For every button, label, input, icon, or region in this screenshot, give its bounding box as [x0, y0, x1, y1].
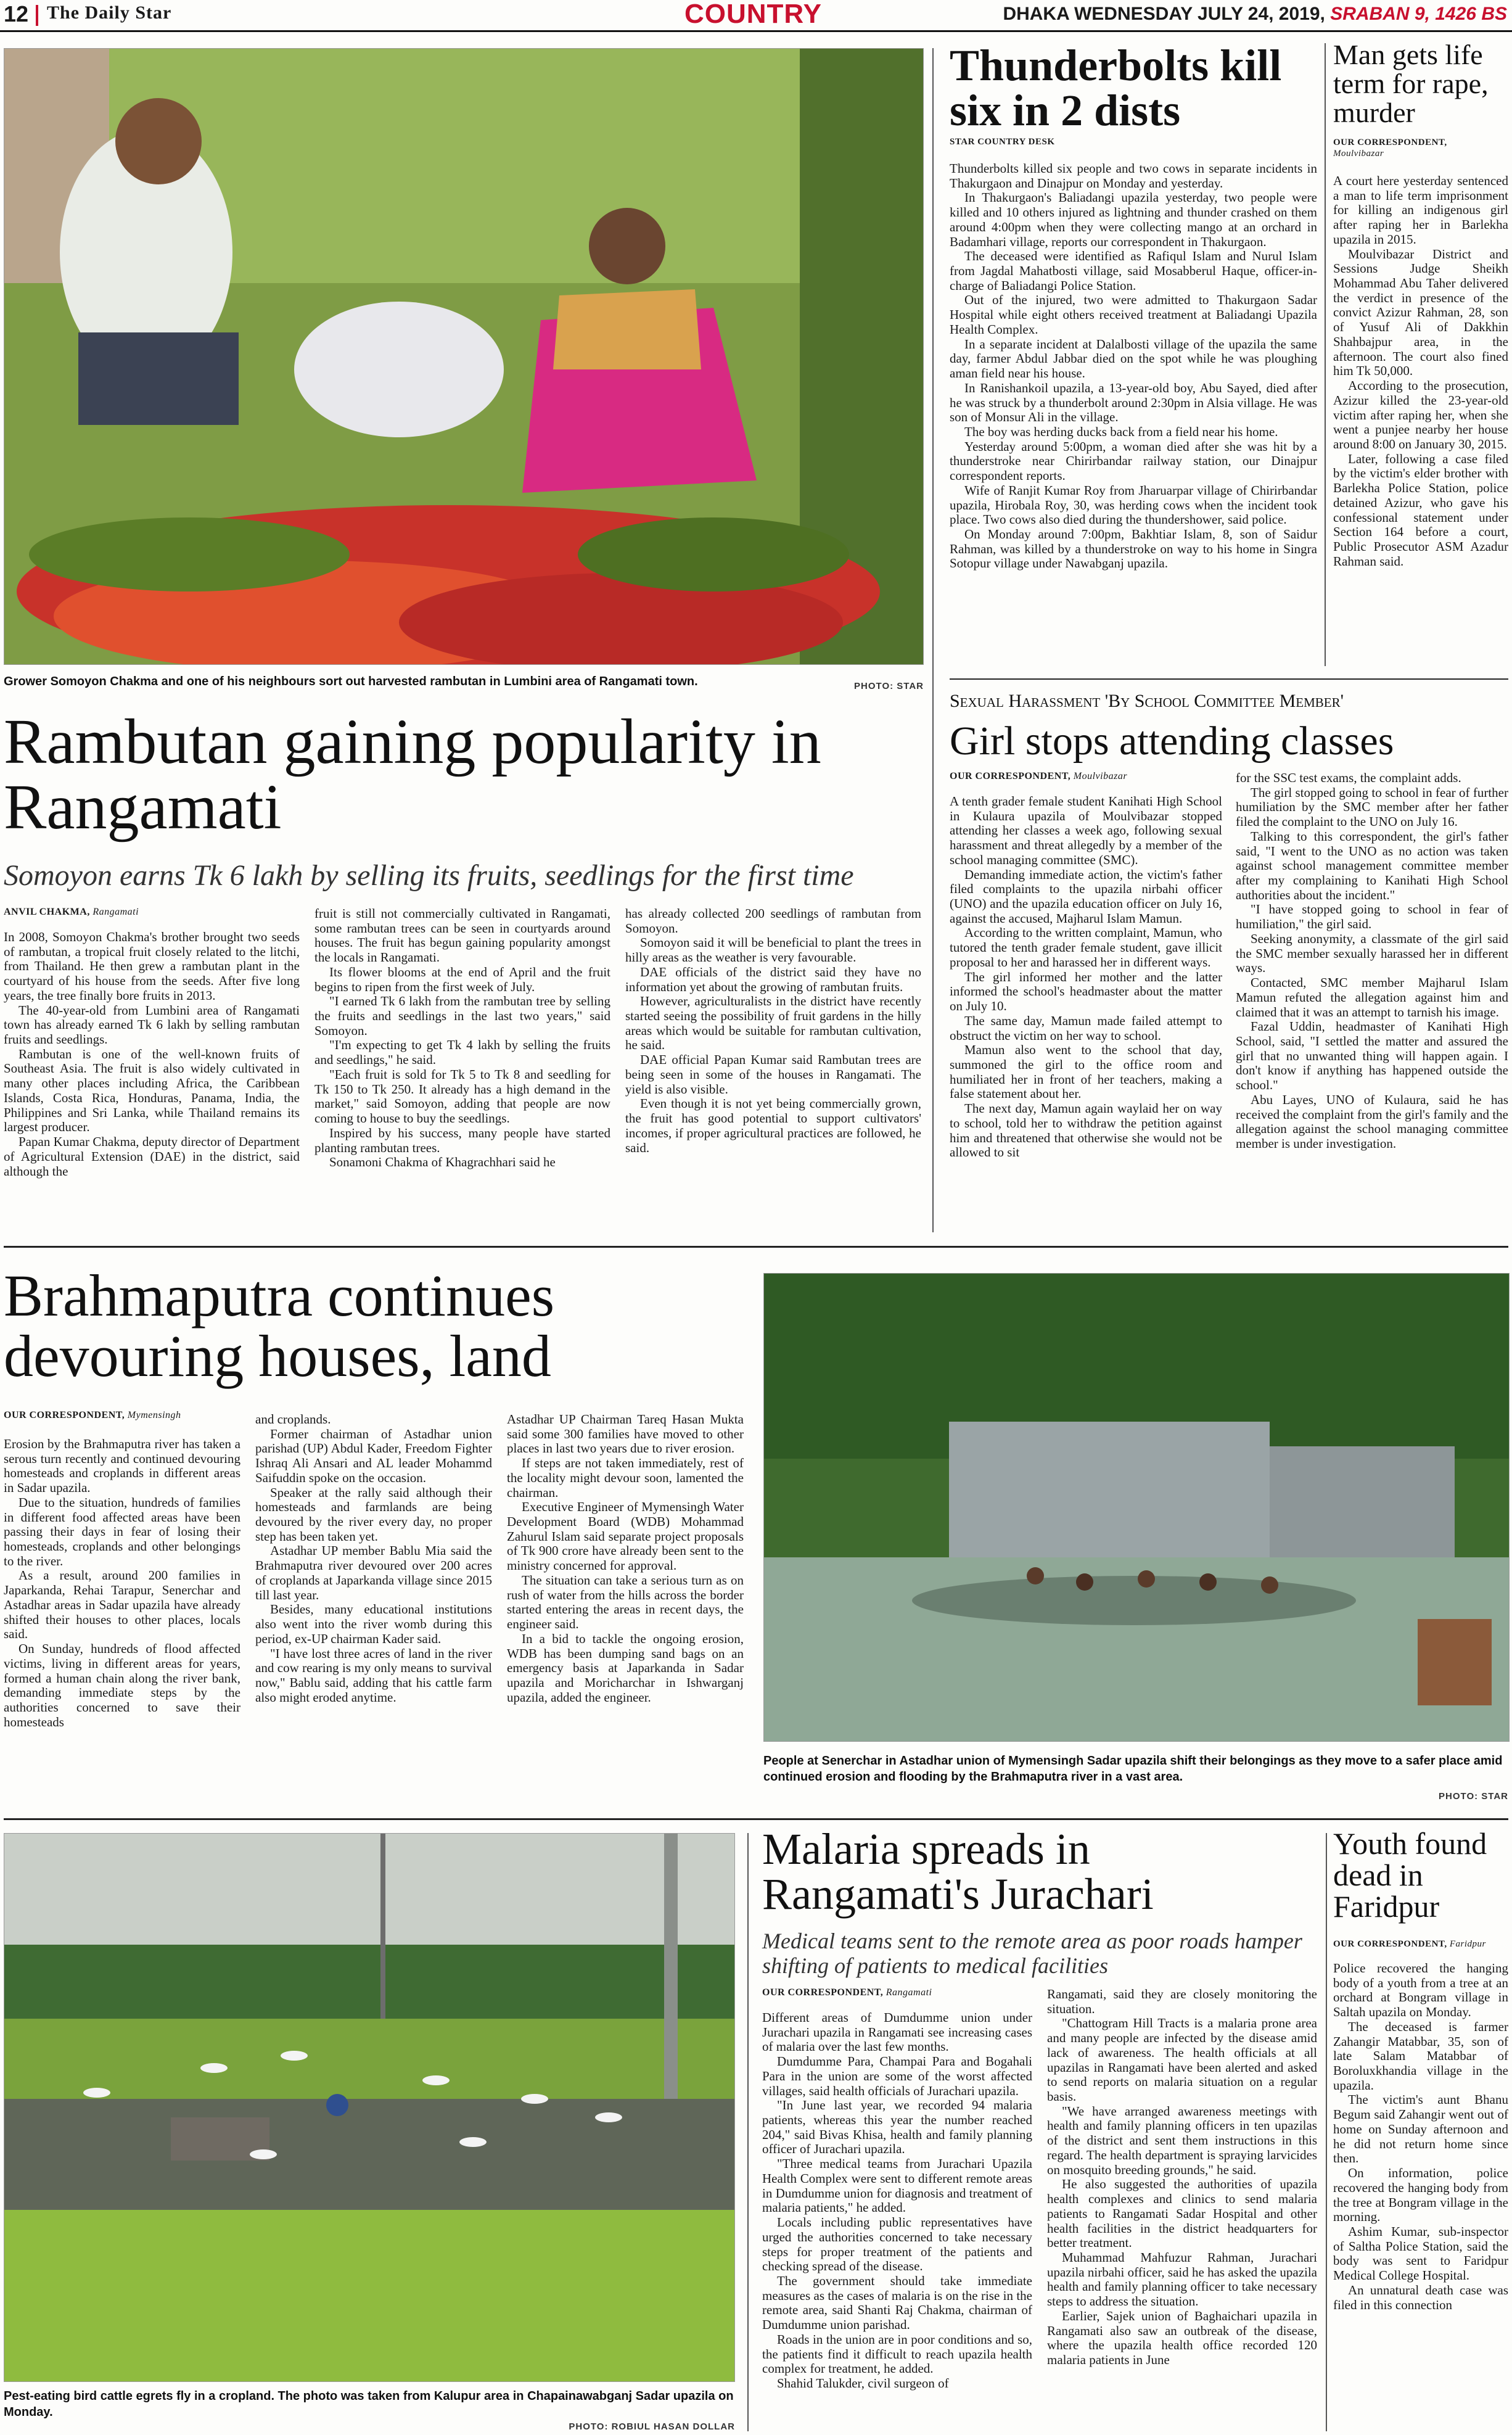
egrets-photo-caption: Pest-eating bird cattle egrets fly in a cropland. The photo was taken from Kalupur area in Chapainawabganj Sadar upazila on Monday. [4, 2389, 734, 2419]
column-divider [747, 1833, 749, 2431]
column-divider [932, 48, 934, 1232]
paragraph: "I have lost three acres of land in the river and cow rearing is my only means to survival now," Bablu said, adding that his cattle farm also might eroded anytime. [255, 1646, 492, 1705]
paragraph: The deceased were identified as Rafiqul Islam and Nurul Islam from Jagdal Mahatbosti village, said Mosabberul Haque, officer-in-charge of Baliadangi Police Station. [950, 249, 1317, 293]
paragraph: According to the written complaint, Mamun, who tutored the tenth grader female student, gave illicit proposal to her and harassed her in different ways. [950, 925, 1222, 970]
paragraph: "I'm expecting to get Tk 4 lakh by selling the fruits and seedlings," he said. [314, 1037, 610, 1068]
section-rule [4, 1246, 1508, 1248]
egrets-photo-credit: PHOTO: ROBIUL HASAN DOLLAR [569, 2421, 735, 2432]
column-divider [1326, 1833, 1327, 2431]
paragraph: In 2008, Somoyon Chakma's brother brought two seeds of rambutan, a tropical fruit closely related to the litchi, from Thailand. He then grew a rambutan plant in the courtyard of his house from the seeds. After five long years, the tree finally bore fruits in 2013. [4, 929, 300, 1003]
paragraph: According to the prosecution, Azizur killed the 23-year-old victim after raping her, when she went a punjee nearby her house around 8:00 on January 30, 2015. [1333, 378, 1508, 451]
paragraph: A court here yesterday sentenced a man to life term imprisonment for killing an indigenous girl after raping her in Barlekha upazila in 2015. [1333, 173, 1508, 247]
rambutan-col-2 [314, 907, 610, 1170]
paragraph: The boy was herding ducks back from a field near his home. [964, 424, 1278, 439]
paragraph: He also suggested the authorities of upazila health complexes and clinics to send malaria patients to Rangamati Sadar Hospital and other health facilities in the district headquarters for better treatment. [1047, 2177, 1317, 2251]
lifeterm-body [1333, 174, 1508, 569]
brahmaputra-byline-location: Mymensingh [127, 1410, 181, 1420]
paragraph: Locals including public representatives have urged the authorities concerned to take necessary steps for proper treatment of the patients and checking spread of the disease. [762, 2215, 1032, 2274]
paragraph: In a bid to tackle the ongoing erosion, WDB has been dumping sand bags on an emergency basis at Japarkanda in Sadar upazila and Moricharchar in Ishwarganj upazila, added the engineer. [507, 1631, 744, 1705]
girl-headline: Girl stops attending classes [950, 719, 1394, 764]
section-title: COUNTRY [684, 0, 822, 29]
paragraph: The 40-year-old from Lumbini area of Rangamati town has already earned Tk 6 lakh by selling rambutan fruits and seedlings. [4, 1002, 300, 1047]
brahmaputra-byline [4, 1410, 181, 1421]
paragraph: In Thakurgaon's Baliadangi upazila yesterday, two people were killed and 10 others injured as lightning and thunder crashed on them around 4:00pm when they were collecting mango at an orchard in Badamhari village, reports our correspondent in Thakurgaon. [950, 190, 1317, 249]
malaria-col-2 [1047, 1987, 1317, 2368]
girl-col-2 [1236, 771, 1508, 1152]
paragraph: Talking to this correspondent, the girl's father said, "I went to the UNO as no action was taken against school management committee member after my complaining to Kanihati High School authorities about the incident." [1236, 828, 1508, 902]
paragraph: The government should take immediate measures as the cases of malaria is on the rise in the remote area, said Shanti Raj Chakma, chairman of Dumdumme union parishad. [762, 2273, 1032, 2333]
paragraph: Abu Layes, UNO of Kulaura, said he has received the complaint from the girl's family and the allegation against the school managing committee member is under investigation. [1236, 1092, 1508, 1151]
masthead [0, 0, 1512, 32]
flood-photo [763, 1273, 1510, 1742]
paragraph: Erosion by the Brahmaputra river has taken a serous turn recently and continued devouring homesteads and croplands in different areas in Sadar upazila. [4, 1436, 240, 1496]
girl-byline [950, 771, 1127, 782]
paragraph: Papan Kumar Chakma, deputy director of Department of Agricultural Extension (DAE) in the district, said although the [4, 1134, 300, 1179]
paragraph: The situation can take a serious turn as on rush of water from the hills across the border started entering the areas in recent days, the engineer said. [507, 1572, 744, 1632]
paragraph: "I earned Tk 6 lakh from the rambutan tree by selling the fruits and seedlings in the last two years," said Somoyon. [314, 994, 610, 1038]
paragraph: "Chattogram Hill Tracts is a malaria prone area and many people are infected by the disease amid lack of awareness. The health officials at all upazilas in Rangamati have been alerted and asked to send reports on malaria situation on a regular basis. [1047, 2016, 1317, 2104]
rambutan-photo [4, 48, 924, 665]
paragraph: Inspired by his success, many people have started planting rambutan trees. [314, 1125, 610, 1155]
page-number-divider [36, 5, 38, 26]
paragraph: On Monday around 7:00pm, Bakhtiar Islam, 8, son of Saidur Rahman, was killed by a thunderstroke on way to his home in Singra Sotopur village under Nawabganj upazila. [950, 526, 1317, 571]
malaria-deck: Medical teams sent to the remote area as poor roads hamper shifting of patients to medical facilities [762, 1929, 1302, 1978]
youth-body [1333, 1961, 1508, 2312]
paragraph: has already collected 200 seedlings of rambutan from Somoyon. [625, 906, 921, 936]
paragraph: The girl stopped going to school in fear of further humiliation by the SMC member after her father filed the complaint to the UNO on July 16. [1236, 785, 1508, 830]
paragraph: As a result, around 200 families in Japarkanda, Rehai Tarapur, Senerchar and Astadhar areas in Sadar upazila have already shifted their houses to other places, locals said. [4, 1568, 240, 1642]
brahmaputra-col-3 [507, 1412, 744, 1705]
newspaper-logo: The Daily Star [47, 2, 172, 23]
paragraph: Yesterday around 5:00pm, a woman died after she was hit by a thunderstroke near Chirirbandar railway station, our Dinajpur correspondent reports. [950, 439, 1317, 484]
paragraph: Dumdumme Para, Champai Para and Bogahali Para in the union are some of the worst affected villages, said health officials of Jurachari upazila. [762, 2054, 1032, 2098]
paragraph: In Ranishankoil upazila, a 13-year-old boy, Abu Sayed, died after he was struck by a thunderbolt around 2:30pm in Alsia village. He was son of Monsur Ali in the village. [950, 380, 1317, 425]
youth-headline: Youth found dead in Faridpur [1333, 1826, 1487, 1924]
paragraph: "Each fruit is sold for Tk 5 to Tk 8 and seedling for Tk 150 to Tk 250. It already has a high demand in the market," said Somoyon, adding that people are now coming to house to buy the seedlings. [314, 1066, 610, 1126]
paragraph: and croplands. [255, 1412, 331, 1427]
malaria-col-1 [762, 2011, 1032, 2391]
lifeterm-headline: Man gets life term for rape, murder [1333, 39, 1489, 128]
paragraph: Executive Engineer of Mymensingh Water Development Board (WDB) Mohammad Zahurul Islam said separate project proposals of Tk 900 crore have already been sent to the ministry concerned for approval. [507, 1499, 744, 1573]
paragraph: "I have stopped going to school in fear of humiliation," the girl said. [1236, 902, 1508, 932]
paragraph: Mamun also went to the school that day, summoned the girl to the office room and humiliated her in front of her teachers, making a false statement about her. [950, 1042, 1222, 1102]
rambutan-byline-location: Rangamati [92, 907, 139, 917]
paragraph: Out of the injured, two were admitted to Thakurgaon Sadar Hospital while eight others received treatment at Baliadangi Upazila Health Complex. [950, 292, 1317, 337]
brahmaputra-col-2 [255, 1412, 492, 1705]
rambutan-headline: Rambutan gaining popularity in Rangamati [4, 706, 821, 843]
paragraph: Police recovered the hanging body of a youth from a tree at an orchard at Bongram village in Saltah upazila on Monday. [1333, 1961, 1508, 2020]
paragraph: Shahid Talukder, civil surgeon of [777, 2375, 949, 2391]
paragraph: If steps are not taken immediately, rest of the locality might devour soon, lamented the chairman. [507, 1456, 744, 1500]
paragraph: Contacted, SMC member Majharul Islam Mamun refuted the allegation against him and claimed that it was an attempt to tarnish his image. [1236, 975, 1508, 1020]
malaria-headline: Malaria spreads in Rangamati's Jurachari [762, 1824, 1154, 1919]
section-rule [4, 1818, 1508, 1820]
paragraph: On Sunday, hundreds of flood affected victims, living in different areas for years, formed a human chain along the river bank, demanding immediate steps by the authorities concerned to save their homesteads [4, 1641, 240, 1729]
brahmaputra-col-1 [4, 1437, 240, 1729]
flood-photo-credit: PHOTO: STAR [1439, 1791, 1508, 1802]
paragraph: Wife of Ranjit Kumar Roy from Jharuarpar village of Chirirbandar upazila, Hirobala Roy, 30, was herding cows when the incident took place. Two cows also died during the thundershower, said police. [950, 482, 1317, 527]
paragraph: Muhammad Mahfuzur Rahman, Jurachari upazila nirbahi officer, said he has asked the upazila health and family planning officer to take necessary steps to address the situation. [1047, 2249, 1317, 2309]
lifeterm-byline-name: OUR CORRESPONDENT, [1333, 138, 1447, 147]
flood-photo-illustration [764, 1274, 1510, 1742]
malaria-byline [762, 1987, 932, 1998]
lifeterm-byline-location: Moulvibazar [1333, 149, 1384, 159]
paragraph: Rangamati, said they are closely monitoring the situation. [1047, 1987, 1317, 2016]
paragraph: Speaker at the rally said although their homesteads and farmlands are being devoured by the river every day, no proper step has been taken yet. [255, 1485, 492, 1544]
paragraph: Astadhar UP Chairman Tareq Hasan Mukta said some 300 families have moved to other places in last two years due to river erosion. [507, 1412, 744, 1456]
paragraph: Besides, many educational institutions also went into the river womb during this period, ex-UP chairman Kader said. [255, 1602, 492, 1646]
paragraph: fruit is still not commercially cultivated in Rangamati, some rambutan trees can be seen in courtyards around houses. The fruit has begun gaining popularity amongst the locals in Rangamati. [314, 906, 610, 965]
girl-byline-location: Moulvibazar [1073, 771, 1128, 781]
rambutan-col-1 [4, 930, 300, 1179]
paragraph: Roads in the union are in poor conditions and so, the patients find it difficult to reach upazila health complex for treatment, he added. [762, 2331, 1032, 2376]
paragraph: Ashim Kumar, sub-inspector of Saltha Police Station, said the body was sent to Faridpur Medical College Hospital. [1333, 2223, 1508, 2283]
paragraph: Sonamoni Chakma of Khagrachhari said he [329, 1155, 556, 1170]
paragraph: Later, following a case filed by the victim's elder brother with Barlekha Police Station, police detained Azizur, who gave his confessional statement under Section 164 before a court, Public Prosecutor ASM Azadur Rahman said. [1333, 451, 1508, 569]
paragraph: "In June last year, we recorded 94 malaria patients, whereas this year the number reached 204," said Bivas Khisa, health and family planning officer of Jurachari upazila. [762, 2098, 1032, 2157]
paragraph: Different areas of Dumdumme union under Jurachari upazila in Rangamati see increasing cases of malaria over the last few months. [762, 2010, 1032, 2054]
paragraph: The next day, Mamun again waylaid her on way to school, told her to withdraw the petition against him and threatened that otherwise she would not be allowed to sit [950, 1101, 1222, 1160]
paragraph: Due to the situation, hundreds of families in different food affected areas have been passing their days in fear of losing their homesteads, croplands and other belongings to the river. [4, 1494, 240, 1568]
paragraph: The victim's aunt Bhanu Begum said Zahangir went out of home on Sunday afternoon and he did not return home since then. [1333, 2092, 1508, 2166]
paragraph: Fazal Uddin, headmaster of Kanihati High School, said, "I settled the matter and assured the girl that no unwanted thing will happen again. I don't know if anything has happened outside the school." [1236, 1019, 1508, 1093]
paragraph: A tenth grader female student Kanihati High School in Kulaura upazila of Moulvibazar stopped attending her classes a week ago, following sexual harassment and threat allegedly by a member of the school managing committee (SMC). [950, 794, 1222, 867]
rambutan-photo-illustration [4, 49, 924, 665]
paragraph: Even though it is not yet being commercially grown, the fruit has good potential to support cultivators' incomes, if proper agricultural practices are followed, he said. [625, 1096, 921, 1155]
paragraph: The deceased is farmer Zahangir Matabbar, 35, son of late Salam Matabbar of Boroluxkhandia village in the upazila. [1333, 2019, 1508, 2093]
paragraph: Thunderbolts killed six people and two cows in separate incidents in Thakurgaon and Dinajpur on Monday and yesterday. [950, 161, 1317, 191]
youth-byline [1333, 1939, 1486, 1950]
egrets-photo [4, 1833, 735, 2382]
rambutan-byline-name: ANVIL CHAKMA, [4, 907, 90, 917]
youth-byline-name: OUR CORRESPONDENT, [1333, 1939, 1447, 1949]
girl-byline-name: OUR CORRESPONDENT, [950, 771, 1071, 781]
rambutan-photo-caption: Grower Somoyon Chakma and one of his neighbours sort out harvested rambutan in Lumbini area of Rangamati town. [4, 675, 698, 688]
paragraph: Earlier, Sajek union of Baghaichari upazila in Rangamati also saw an outbreak of the disease, where the upazila health office recorded 120 malaria patients in June [1047, 2308, 1317, 2367]
paragraph: Astadhar UP member Bablu Mia said the Brahmaputra river devoured over 200 acres of croplands at Japarkanda village since 2015 till last year. [255, 1543, 492, 1602]
malaria-byline-name: OUR CORRESPONDENT, [762, 1987, 884, 1998]
paragraph: DAE official Papan Kumar said Rambutan trees are being seen in some of the houses in Rangamati. The yield is also visible. [625, 1052, 921, 1097]
paragraph: DAE officials of the district said they have no information yet about the growing of rambutan fruits. [625, 964, 921, 994]
paragraph: The same day, Mamun made failed attempt to obstruct the victim on her way to school. [950, 1013, 1222, 1043]
paragraph: Its flower blooms at the end of April and the fruit begins to ripen from the first week of July. [314, 964, 610, 994]
rambutan-photo-credit: PHOTO: STAR [854, 681, 924, 691]
rambutan-byline [4, 907, 139, 918]
paragraph: for the SSC test exams, the complaint adds. [1236, 770, 1461, 785]
column-divider [1325, 43, 1326, 666]
section-rule [950, 678, 1508, 680]
paragraph: The girl informed her mother and the latter informed the school's headmaster about the matter on July 10. [950, 969, 1222, 1014]
paragraph: Moulvibazar District and Sessions Judge Sheikh Mohammad Abu Taher delivered the verdict in presence of the convict Azizur Rahman, 28, son of Yusuf Ali of Dakkhin Shahbajpur area, in the afternoon. The court also fined him Tk 50,000. [1333, 246, 1508, 379]
flood-photo-caption: People at Senerchar in Astadhar union of Mymensingh Sadar upazila shift their belongings as they move to a safer place amid continued erosion and flooding by the Brahmaputra river in a vast area. [763, 1754, 1503, 1784]
paragraph: In a separate incident at Dalalbosti village of the upazila the same day, farmer Abdul Jabbar died on the spot while he was ploughing aman field near his house. [950, 336, 1317, 381]
paragraph: "We have arranged awareness meetings with health and family planning officers in ten upazilas of the district and sent them instructions in this regard. The health department is spraying larvicides on mosquito breeding grounds," he said. [1047, 2103, 1317, 2177]
date-text: DHAKA WEDNESDAY JULY 24, 2019, [1003, 4, 1325, 24]
paragraph: Somoyon said it will be beneficial to plant the trees in hilly areas as the weather is very favourable. [625, 935, 921, 965]
page-number: 12 [4, 1, 29, 27]
paragraph: "Three medical teams from Jurachari Upazila Health Complex were sent to different remote areas in Dumdumme union for diagnosis and treatment of malaria patients," he added. [762, 2156, 1032, 2215]
dateline [1003, 4, 1507, 25]
thunderbolts-body [950, 162, 1317, 571]
date-bengali: SRABAN 9, 1426 BS [1330, 4, 1507, 24]
brahmaputra-byline-name: OUR CORRESPONDENT, [4, 1410, 125, 1420]
brahmaputra-headline: Brahmaputra continues devouring houses, land [4, 1263, 555, 1389]
malaria-byline-location: Rangamati [885, 1987, 932, 1998]
thunderbolts-byline: STAR COUNTRY DESK [950, 137, 1055, 147]
paragraph: On information, police recovered the hanging body from the tree at Bongram village in the morning. [1333, 2165, 1508, 2225]
rambutan-deck: Somoyon earns Tk 6 lakh by selling its fruits, seedlings for the first time [4, 859, 854, 892]
girl-col-1 [950, 794, 1222, 1160]
youth-byline-location: Faridpur [1449, 1939, 1486, 1949]
rambutan-col-3 [625, 907, 921, 1155]
paragraph: Former chairman of Astadhar union parishad (UP) Abdul Kader, Freedom Fighter Ishraq Ali Ansari and AL leader Mohammd Saifuddin spoke on the occasion. [255, 1426, 492, 1485]
lifeterm-byline [1333, 137, 1510, 159]
egrets-photo-illustration [4, 1834, 735, 2382]
paragraph: However, agriculturalists in the district have recently started seeing the possibility of fruit gardens in the hilly areas which would be suitable for rambutan cultivation, he said. [625, 994, 921, 1053]
paragraph: Seeking anonymity, a classmate of the girl said the SMC member sexually harassed her in different ways. [1236, 931, 1508, 976]
paragraph: Rambutan is one of the well-known fruits of Southeast Asia. The fruit is also widely cultivated in many other places including Africa, the Caribbean Islands, Costa Rica, Honduras, Panama, India, the Philippines and Sri Lanka, while Thailand remains its largest producer. [4, 1046, 300, 1135]
girl-kicker: Sexual Harassment 'By School Committee Member' [950, 691, 1344, 711]
paragraph: Demanding immediate action, the victim's father filed complaints to the upazila nirbahi officer (UNO) and the upazila education officer on July 16, against the accused, Majharul Islam Mamun. [950, 867, 1222, 926]
thunderbolts-headline: Thunderbolts kill six in 2 dists [950, 41, 1282, 136]
paragraph: An unnatural death case was filed in this connection [1333, 2282, 1508, 2312]
